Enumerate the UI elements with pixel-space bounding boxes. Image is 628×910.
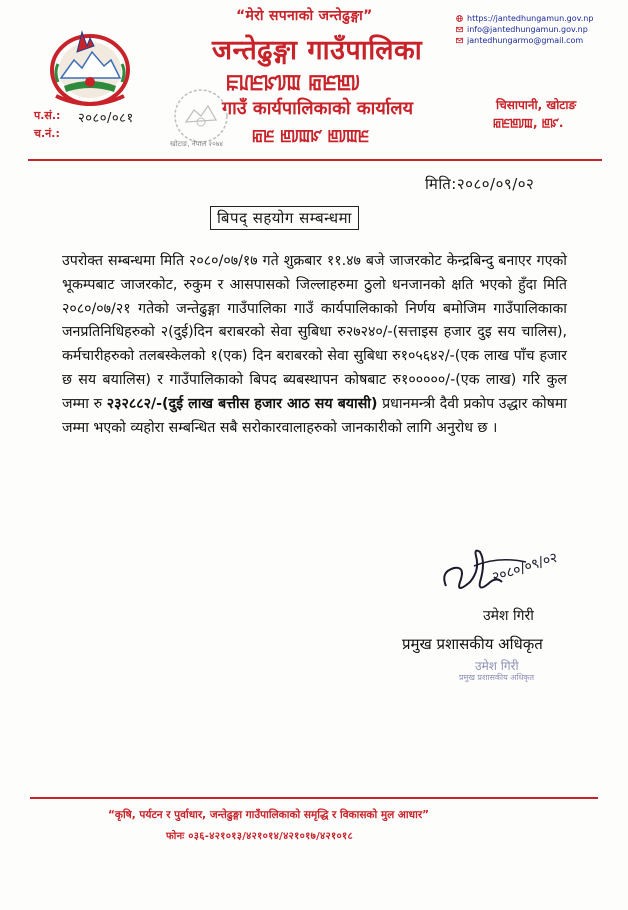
body-text-part1: उपरोक्त सम्बन्धमा मिति २०८०/०७/१७ गते शुक्रबार ११.४७ बजे जाजरकोट केन्द्रबिन्दु बनाएर गएको भूकम्पबाट जाजरकोट, रुकुम र आसपासको जिल्लाहरुमा ठुलो धनजानको क्षति भएको हुँदा मिति २०८०/०७/२१ गतेको जन्तेढुङ्गा गाउँपालिका गाउँ कार्यपालिकाको निर्णय बमोजिम गाउँपालिकाका जनप्रतिनिधिहरुको २(दुई)दिन बराबरको सेवा सुबिधा रु२७२४०/-(सत्ताइस हजार दुइ सय चालिस), कर्मचारीहरुको तलबस्केलको १(एक) दिन बराबरको सेवा सुबिधा रु१०५६४२/-(एक लाख पाँच हजार छ सय बयालिस) र गाउँपालिकाको बिपद ब्यबस्थापन कोषबाट रु१०००००/-(एक लाख) गरि कुल जम्मा रु — [62, 253, 567, 412]
dispatch-label: च.नं.: — [34, 127, 60, 140]
office-name: गाउँ कार्यपालिकाको कार्यालय — [222, 98, 414, 119]
letter-date: मिति:२०८०/०९/०२ — [425, 175, 535, 193]
footer-phone: फोनः ०३६-४२१०१३/४२१०१४/४२१०१७/४२१०१८ — [166, 831, 354, 842]
body-text-part2: प्रधानमन्त्री दैवी प्रकोप उद्धार कोषमा जम्मा भएको व्यहोरा सम्बन्धित सबै सरोकारवालाहरुको जानकारीको लागि अनुरोध छ । — [62, 395, 567, 436]
reference-label: प.सं.: — [34, 109, 61, 122]
footer-divider — [30, 797, 598, 799]
header-divider — [28, 159, 602, 161]
body-total-amount: २३२८८२/-(दुई लाख बत्तीस हजार आठ सय बयासी) — [106, 395, 378, 412]
contact-website-row[interactable] — [456, 13, 593, 24]
contact-email2-row[interactable] — [456, 35, 593, 46]
letter-subject: बिपद् सहयोग सम्बन्धमा — [210, 206, 359, 230]
org-name-script: ꡀꡊꡈꡜꡨꡉ ꡂꡈꡁꡨ — [226, 70, 360, 94]
contact-email[interactable]: info@jantedhungamun.gov.np — [467, 25, 588, 34]
handwritten-signature — [436, 542, 586, 612]
contact-email-row[interactable] — [456, 24, 593, 35]
contact-email2[interactable]: jantedhungarmo@gmail.com — [467, 36, 584, 45]
signature-date: २०८०/०९/०२ — [490, 549, 560, 586]
globe-icon — [456, 15, 463, 22]
signer-name: उमेश गिरी — [483, 608, 534, 624]
mail-icon — [456, 37, 463, 44]
contact-website[interactable]: https://jantedhungamun.gov.np — [467, 14, 594, 23]
national-emblem-icon — [44, 22, 136, 108]
seal-title: प्रमुख प्रशासकीय अधिकृत — [459, 673, 535, 682]
letter-body — [62, 250, 567, 440]
office-location: चिसापानी, खोटाङ — [496, 98, 577, 112]
signer-title: प्रमुख प्रशासकीय अधिकृत — [402, 635, 543, 653]
letterhead-motto: “मेरो सपनाको जन्तेढुङ्गा” — [236, 8, 373, 24]
office-name-script: ꡂꡈ ꡁꡨꡉꡜ ꡁꡨꡉꡈ — [252, 126, 370, 145]
contact-block — [456, 13, 593, 46]
seal-name: उमेश गिरी — [475, 659, 519, 673]
footer-slogan: “कृषि, पर्यटन र पुर्वाधार, जन्तेढुङ्गा गाउँपालिकाको समृद्धि र विकासको मुल आधार” — [108, 809, 430, 821]
office-location-script: ꡂꡈꡁꡨꡉ, ꡁꡜ. — [493, 116, 564, 130]
mail-icon — [456, 26, 463, 33]
org-name: जन्तेढुङ्गा गाउँपालिका — [212, 35, 423, 66]
reference-value: २०८०/०८१ — [78, 111, 134, 126]
stamp-text: खोटाङ, नेपाल २०७४ — [170, 140, 223, 148]
